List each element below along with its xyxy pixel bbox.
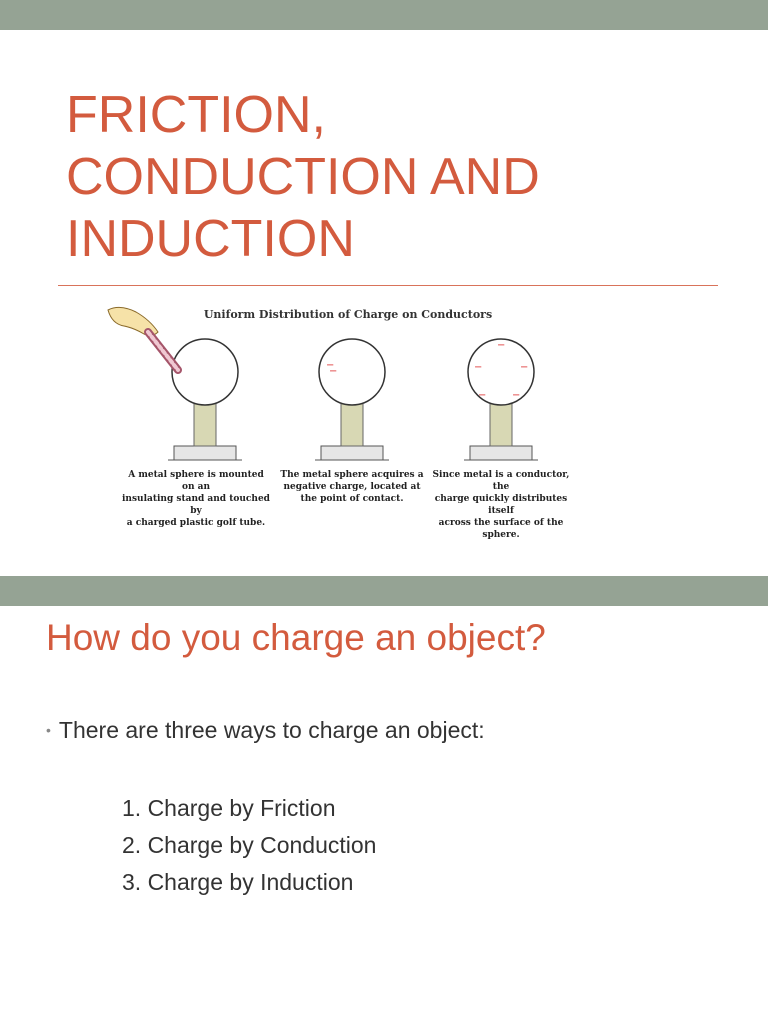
figure-caption-2 — [277, 469, 427, 505]
negative-charge-mark: − — [474, 362, 483, 373]
figure-title: Uniform Distribution of Charge on Conductors — [203, 308, 493, 321]
list-item: 2. Charge by Conduction — [122, 832, 377, 858]
caption-line: a charged plastic golf tube. — [126, 518, 266, 528]
slide-top-bar — [0, 0, 768, 30]
caption-line: The metal sphere acquires a — [280, 470, 424, 480]
negative-charge-mark: − — [478, 390, 487, 401]
caption-line: A metal sphere is mounted on an — [128, 470, 264, 492]
caption-line: the point of contact. — [300, 494, 404, 504]
bullet-item — [46, 716, 485, 747]
slide-2 — [0, 576, 768, 1024]
sphere-stand-2 — [315, 339, 389, 460]
bullet-text: There are three ways to charge an object: — [58, 717, 485, 743]
caption-line: Since metal is a conductor, the — [432, 470, 570, 492]
negative-charge-mark: − — [497, 340, 506, 351]
caption-line: insulating stand and touched by — [122, 494, 270, 516]
title-line: CONDUCTION AND — [66, 148, 540, 206]
list-item: 3. Charge by Induction — [122, 869, 354, 895]
slide-title — [66, 84, 706, 270]
slide-top-bar — [0, 576, 768, 606]
title-line: INDUCTION — [66, 210, 355, 268]
sphere-stand-3 — [464, 339, 538, 460]
caption-line: negative charge, located at — [283, 482, 421, 492]
caption-line: across the surface of the sphere. — [438, 518, 564, 540]
charging-methods-list — [122, 790, 376, 901]
figure-caption-3 — [426, 469, 576, 541]
negative-charge-mark: − — [520, 362, 529, 373]
sphere-illustrations — [98, 298, 598, 468]
sphere-stand-1 — [168, 339, 242, 460]
charge-distribution-figure — [98, 298, 598, 540]
title-divider — [58, 285, 718, 286]
plastic-tube-icon — [148, 332, 178, 370]
slide-heading: How do you charge an object? — [46, 617, 546, 658]
negative-charge-mark: − — [326, 360, 335, 371]
list-item: 1. Charge by Friction — [122, 795, 336, 821]
negative-charge-mark: − — [512, 390, 521, 401]
bullet-icon: • — [46, 722, 51, 738]
negative-charge-mark: − — [329, 366, 338, 377]
title-line: FRICTION, — [66, 86, 326, 144]
figure-caption-1 — [121, 469, 271, 529]
caption-line: charge quickly distributes itself — [434, 494, 568, 516]
